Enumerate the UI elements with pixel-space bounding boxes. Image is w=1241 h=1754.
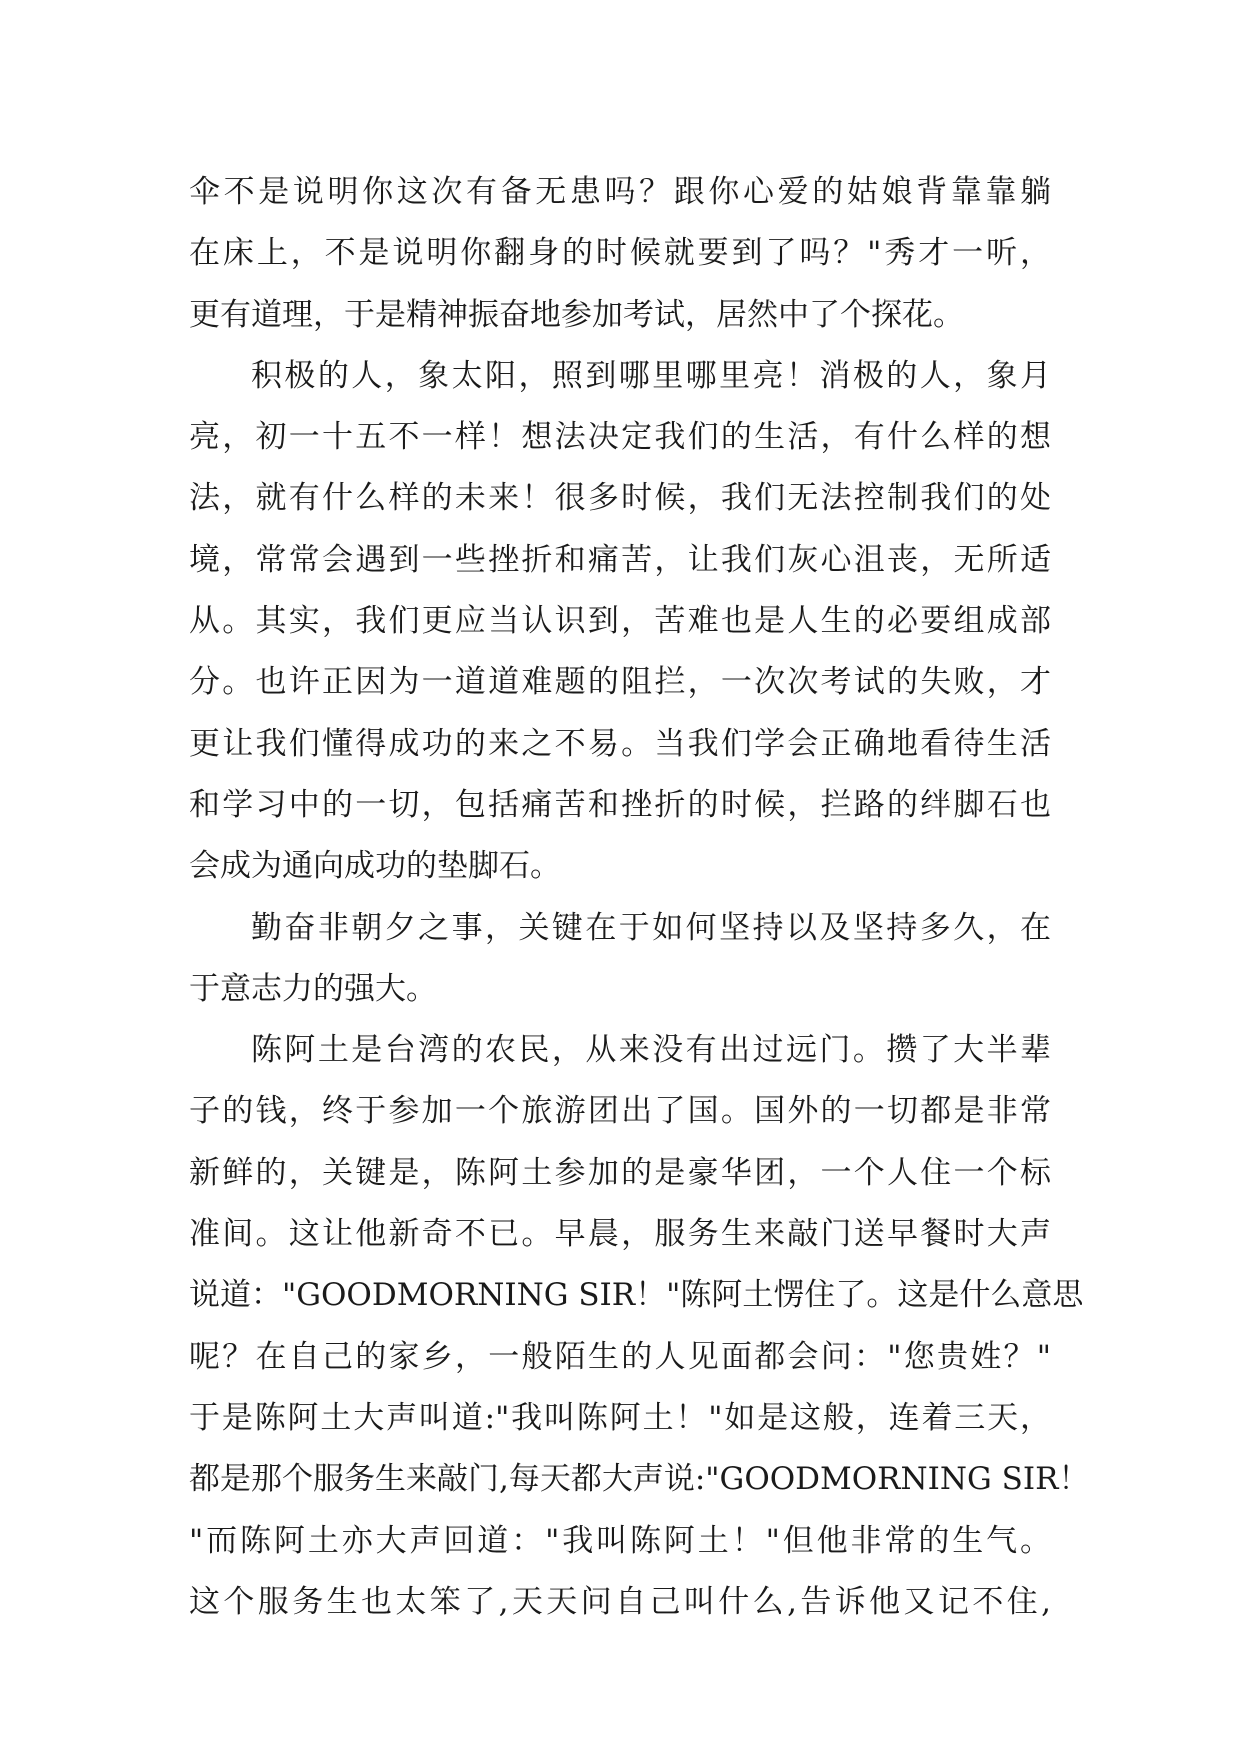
paragraph bbox=[189, 898, 1051, 1021]
paragraph bbox=[189, 162, 1051, 346]
text-line: 这个服务生也太笨了,天天问自己叫什么,告诉他又记不住, bbox=[189, 1583, 1051, 1620]
text-line: 从。其实，我们更应当认识到，苦难也是人生的必要组成部 bbox=[189, 603, 1051, 640]
paragraph bbox=[189, 346, 1051, 898]
text-line: 于意志力的强大。 bbox=[189, 970, 437, 1007]
text-line: 勤奋非朝夕之事，关键在于如何坚持以及坚持多久，在 bbox=[251, 909, 1051, 946]
body-text bbox=[189, 162, 1090, 1633]
text-line: 境，常常会遇到一些挫折和痛苦，让我们灰心沮丧，无所适 bbox=[189, 541, 1051, 578]
text-line: 会成为通向成功的垫脚石。 bbox=[189, 848, 561, 885]
text-line: 更有道理，于是精神振奋地参加考试，居然中了个探花。 bbox=[189, 296, 964, 333]
text-line: 新鲜的，关键是，陈阿土参加的是豪华团，一个人住一个标 bbox=[189, 1154, 1051, 1191]
text-line: 更让我们懂得成功的来之不易。当我们学会正确地看待生活 bbox=[189, 725, 1051, 762]
text-line: 于是陈阿土大声叫道:"我叫陈阿土！"如是这般，连着三天， bbox=[189, 1399, 1051, 1436]
text-line: 准间。这让他新奇不已。早晨，服务生来敲门送早餐时大声 bbox=[189, 1216, 1051, 1253]
text-line: 分。也许正因为一道道难题的阻拦，一次次考试的失败，才 bbox=[189, 664, 1051, 701]
text-line: 在床上，不是说明你翻身的时候就要到了吗？"秀才一听， bbox=[189, 235, 1051, 272]
text-line: 呢？在自己的家乡，一般陌生的人见面都会问："您贵姓？" bbox=[189, 1338, 1051, 1375]
text-line: "而陈阿土亦大声回道："我叫陈阿土！"但他非常的生气。 bbox=[189, 1522, 1051, 1559]
text-line: 都是那个服务生来敲门,每天都大声说:"GOODMORNING SIR！ bbox=[189, 1461, 1090, 1498]
text-line: 说道："GOODMORNING SIR！"陈阿土愣住了。这是什么意思 bbox=[189, 1277, 1084, 1314]
text-line: 积极的人，象太阳，照到哪里哪里亮！消极的人，象月 bbox=[251, 357, 1051, 394]
text-line: 伞不是说明你这次有备无患吗？跟你心爱的姑娘背靠靠躺 bbox=[189, 174, 1051, 210]
text-line: 亮，初一十五不一样！想法决定我们的生活，有什么样的想 bbox=[189, 419, 1051, 456]
text-line: 和学习中的一切，包括痛苦和挫折的时候，拦路的绊脚石也 bbox=[189, 786, 1051, 823]
text-line: 法，就有什么样的未来！很多时候，我们无法控制我们的处 bbox=[189, 480, 1051, 517]
paragraph bbox=[189, 1020, 1090, 1633]
text-line: 子的钱，终于参加一个旅游团出了国。国外的一切都是非常 bbox=[189, 1093, 1051, 1130]
text-line: 陈阿土是台湾的农民，从来没有出过远门。攒了大半辈 bbox=[251, 1032, 1051, 1069]
